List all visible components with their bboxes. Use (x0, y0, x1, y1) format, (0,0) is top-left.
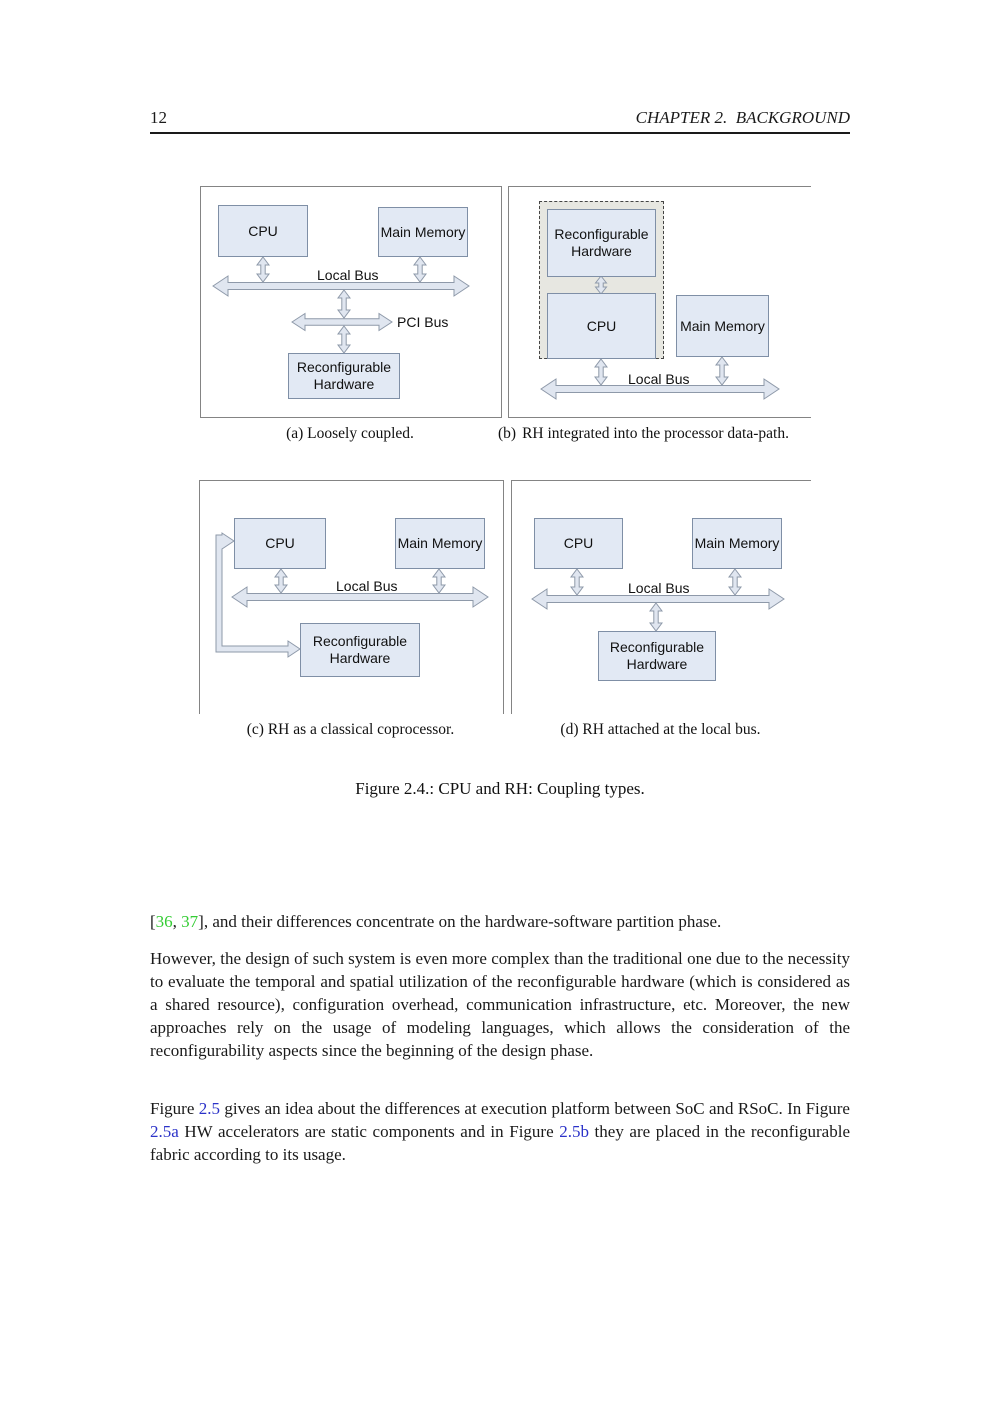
local-bus-label: Local Bus (628, 580, 690, 596)
cpu-bus-link-arrow (275, 569, 287, 593)
bus-rh-link-arrow (650, 603, 662, 631)
rh-label: Reconfigurable Hardware (312, 633, 408, 666)
main-memory-label: Main Memory (397, 535, 483, 551)
reconfigurable-hardware-box (547, 209, 656, 277)
memory-bus-link-arrow (414, 257, 426, 282)
subcaption-a: (a) Loosely coupled. (286, 425, 414, 442)
paragraph-citations (150, 910, 850, 933)
main-memory-label: Main Memory (694, 535, 780, 551)
subcaption-b-text: RH integrated into the processor data-path. (522, 425, 789, 442)
main-memory-box (378, 207, 468, 257)
main-memory-box (395, 518, 485, 569)
local-bus-label: Local Bus (336, 578, 398, 594)
cpu-label: CPU (265, 535, 295, 551)
diagram-panel-d (511, 480, 811, 714)
page-number: 12 (150, 108, 167, 127)
cpu-box (218, 205, 308, 257)
p3-t2: gives an idea about the differences at execution platform between SoC and RSoC. In Figure (219, 1099, 850, 1118)
figure-link-2-5b[interactable]: 2.5b (559, 1122, 589, 1141)
pci-bus-label: PCI Bus (397, 314, 449, 330)
rh-label: Reconfigurable Hardware (296, 359, 392, 392)
diagram-panel-b (508, 186, 811, 418)
header-rule (150, 132, 850, 134)
subcaption-c: (c) RH as a classical coprocessor. (246, 721, 455, 738)
paragraph-complexity (150, 947, 850, 1062)
panel-c-arrows (200, 481, 503, 714)
main-memory-label: Main Memory (380, 223, 466, 240)
cpu-bus-link-arrow (257, 257, 269, 282)
bus-pci-link-arrow (338, 290, 350, 318)
main-memory-box (692, 518, 782, 569)
cpu-box (547, 293, 656, 359)
cpu-bus-link-arrow (595, 359, 607, 385)
p3-t3: HW accelerators are static components and in Figure (178, 1122, 560, 1141)
memory-bus-link-arrow (716, 357, 728, 385)
main-memory-label: Main Memory (680, 317, 765, 334)
reconfigurable-hardware-box (288, 353, 400, 399)
paragraph-figure-reference (150, 1097, 850, 1166)
p1-rest: ], and their differences concentrate on the hardware-software partition phase. (198, 912, 722, 931)
reconfigurable-hardware-box (598, 631, 716, 681)
local-bus-label: Local Bus (628, 371, 690, 387)
p1-open: [ (150, 912, 156, 931)
cpu-box (534, 518, 623, 569)
local-bus-label: Local Bus (317, 267, 379, 283)
memory-bus-link-arrow (433, 569, 445, 593)
citation-link-37[interactable]: 37 (181, 912, 199, 931)
subcaption-d: (d) RH attached at the local bus. (560, 721, 761, 738)
chapter-header: CHAPTER 2. BACKGROUND (635, 108, 850, 127)
cpu-label: CPU (563, 535, 594, 551)
memory-bus-link-arrow (729, 569, 741, 595)
cpu-box (234, 518, 326, 569)
cpu-label: CPU (586, 317, 617, 334)
main-memory-box (676, 295, 769, 357)
diagram-panel-a (200, 186, 502, 418)
cpu-label: CPU (248, 222, 278, 239)
figure-caption: Figure 2.4.: CPU and RH: Coupling types. (355, 779, 645, 798)
p3-t1: Figure (150, 1099, 199, 1118)
rh-label: Reconfigurable Hardware (554, 226, 649, 259)
rh-label: Reconfigurable Hardware (609, 639, 705, 672)
p2-text: However, the design of such system is even more complex than the traditional one due to the necessity to evaluate the temporal and spatial utilization of the reconfigurable hardware (which is considered as a shared resource), configuration overhead, communication infrastructure, etc. Moreover, the new approaches rely on the usage of modeling languages, which allows the consideration of the reconfigurability aspects since the beginning of the design phase. (150, 949, 850, 1060)
figure-link-2-5a[interactable]: 2.5a (150, 1122, 179, 1141)
citation-link-36[interactable]: 36 (155, 912, 173, 931)
pci-rh-link-arrow (338, 326, 350, 353)
figure-link-2-5[interactable]: 2.5 (198, 1099, 220, 1118)
subcaption-b-label: (b) (498, 425, 517, 442)
p3-t4: they are placed in the reconfigurable fabric according to its usage. (150, 1122, 850, 1164)
reconfigurable-hardware-box (300, 623, 420, 677)
cpu-bus-link-arrow (571, 569, 583, 595)
p1-sep: , (172, 912, 182, 931)
rh-cpu-link-arrow (596, 276, 607, 294)
subcaption-b (498, 425, 810, 443)
diagram-panel-c (199, 480, 504, 714)
